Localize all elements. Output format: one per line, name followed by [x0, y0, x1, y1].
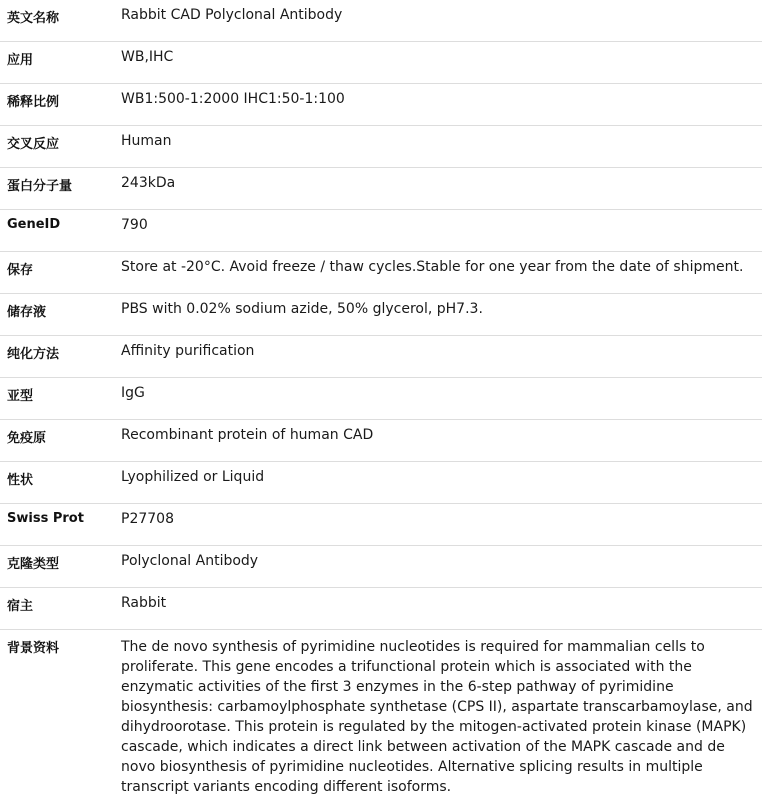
spec-value: Lyophilized or Liquid	[114, 462, 762, 504]
spec-label: 稀释比例	[0, 84, 114, 126]
spec-value: Rabbit	[114, 588, 762, 630]
spec-label: GeneID	[0, 210, 114, 252]
spec-label: 背景资料	[0, 630, 114, 797]
spec-label: 克隆类型	[0, 546, 114, 588]
spec-value: PBS with 0.02% sodium azide, 50% glycerol, pH7.3.	[114, 294, 762, 336]
spec-row-application	[0, 42, 762, 84]
spec-row-form	[0, 462, 762, 504]
spec-row-molecular-weight	[0, 168, 762, 210]
spec-row-isotype	[0, 378, 762, 420]
spec-value: Polyclonal Antibody	[114, 546, 762, 588]
spec-row-background	[0, 630, 762, 797]
spec-value: P27708	[114, 504, 762, 546]
spec-row-english-name	[0, 0, 762, 42]
spec-label: 交叉反应	[0, 126, 114, 168]
spec-row-clonality	[0, 546, 762, 588]
spec-label: 保存	[0, 252, 114, 294]
spec-row-swiss-prot	[0, 504, 762, 546]
spec-label: 储存液	[0, 294, 114, 336]
spec-value: Human	[114, 126, 762, 168]
spec-value: 243kDa	[114, 168, 762, 210]
spec-label: 英文名称	[0, 0, 114, 42]
spec-value: WB,IHC	[114, 42, 762, 84]
spec-row-buffer	[0, 294, 762, 336]
spec-label: 亚型	[0, 378, 114, 420]
spec-label: 性状	[0, 462, 114, 504]
spec-label: 免疫原	[0, 420, 114, 462]
spec-row-immunogen	[0, 420, 762, 462]
spec-value: Rabbit CAD Polyclonal Antibody	[114, 0, 762, 42]
spec-row-dilution	[0, 84, 762, 126]
spec-value-background: The de novo synthesis of pyrimidine nucleotides is required for mammalian cells to proliferate. This gene encodes a trifunctional protein which is associated with the enzymatic activities of the first 3 enzymes in the 6-step pathway of pyrimidine biosynthesis: carbamoylphosphate synthetase (CPS II), aspartate transcarbamoylase, and dihydroorotase. This protein is regulated by the mitogen-activated protein kinase (MAPK) cascade, which indicates a direct link between activation of the MAPK cascade and de novo biosynthesis of pyrimidine nucleotides. Alternative splicing results in multiple transcript variants encoding different isoforms.	[114, 630, 762, 797]
spec-value: Store at -20°C. Avoid freeze / thaw cycles.Stable for one year from the date of shipment.	[114, 252, 762, 294]
spec-value: IgG	[114, 378, 762, 420]
spec-value: 790	[114, 210, 762, 252]
spec-label: 蛋白分子量	[0, 168, 114, 210]
spec-row-gene-id	[0, 210, 762, 252]
spec-row-reactivity	[0, 126, 762, 168]
spec-value: WB1:500-1:2000 IHC1:50-1:100	[114, 84, 762, 126]
spec-value: Recombinant protein of human CAD	[114, 420, 762, 462]
spec-label: 纯化方法	[0, 336, 114, 378]
spec-label: 应用	[0, 42, 114, 84]
spec-row-host	[0, 588, 762, 630]
spec-label: 宿主	[0, 588, 114, 630]
spec-row-storage	[0, 252, 762, 294]
spec-value: Affinity purification	[114, 336, 762, 378]
spec-label: Swiss Prot	[0, 504, 114, 546]
spec-row-purification	[0, 336, 762, 378]
